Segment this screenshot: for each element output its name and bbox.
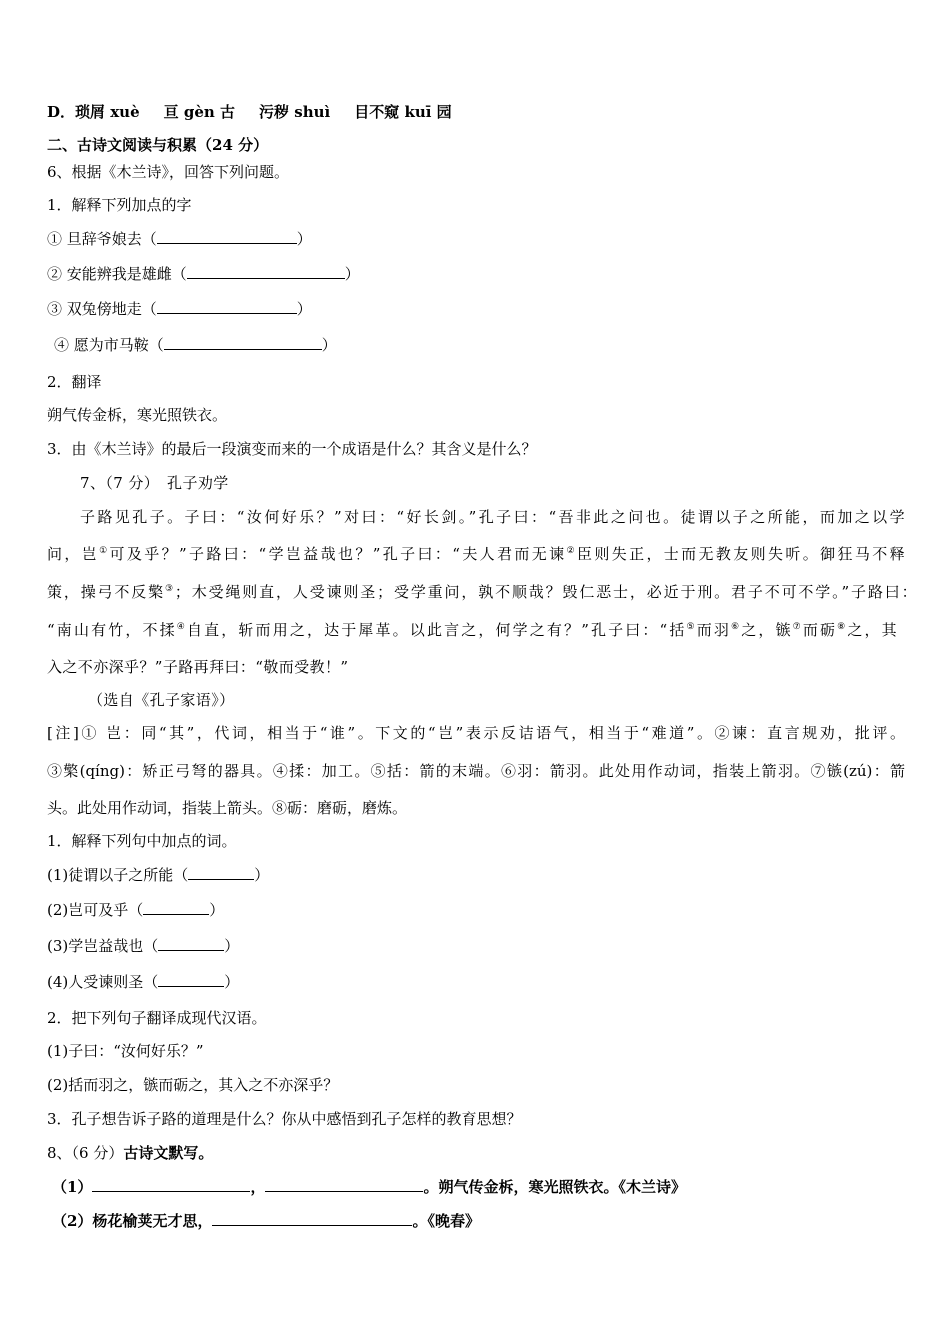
option-word: 目不窥 kuī 园 <box>354 103 452 121</box>
q7-sub2: 2．把下列句子翻译成现代汉语。 <box>47 1009 267 1027</box>
q8-heading: 8、（6 分）古诗文默写。 <box>47 1144 214 1162</box>
option-word: 污秽 shuì <box>259 103 331 121</box>
annotation-line: [注]① 岂：同“其”，代词，相当于“谁”。下文的“岂”表示反诘语气，相当于“难道”。②谏：直言规劝，批评。 <box>47 724 905 742</box>
q6-stem: 6、根据《木兰诗》，回答下列问题。 <box>47 163 290 181</box>
option-word: 亘 gèn 古 <box>163 103 236 121</box>
q6-item: ④ 愿为市马鞍（ ） <box>54 336 337 354</box>
q7-sub3: 3．孔子想告诉子路的道理是什么？你从中感悟到孔子怎样的教育思想？ <box>47 1110 522 1128</box>
q6-item: ① 旦辞爷娘去（ ） <box>47 230 312 248</box>
answer-blank[interactable] <box>158 972 224 987</box>
option-word: 琐屑 xuè <box>75 103 140 121</box>
option-label: D． <box>47 103 76 121</box>
q6-sub2: 2．翻译 <box>47 373 102 391</box>
answer-blank[interactable] <box>164 335 322 350</box>
answer-blank[interactable] <box>158 936 224 951</box>
q6-item: ② 安能辨我是雄雌（ ） <box>47 265 360 283</box>
section-title: 二、古诗文阅读与积累（24 分） <box>47 136 269 154</box>
answer-blank[interactable] <box>143 900 209 915</box>
annotation-line: ③檠(qíng)：矫正弓弩的器具。④揉：加工。⑤括：箭的末端。⑥羽：箭羽。此处用作动词，指装上箭羽。⑦镞(zú)：箭 <box>47 762 905 780</box>
q7-translate-item: (2)括而羽之，镞而砺之，其入之不亦深乎？ <box>47 1076 339 1094</box>
answer-blank[interactable] <box>92 1177 250 1192</box>
answer-blank[interactable] <box>212 1211 412 1226</box>
q6-item: ③ 双兔傍地走（ ） <box>47 300 312 318</box>
annotation-line: 头。此处用作动词，指装上箭头。⑧砺：磨砺，磨炼。 <box>47 799 408 817</box>
passage-line: 子路见孔子。子曰：“汝何好乐？”对曰：“好长剑。”孔子曰：“吾非此之问也。徒谓以子之所能，而加之以学 <box>80 508 905 526</box>
q8-line-1: （1） ， 。朔气传金柝，寒光照铁衣。《木兰诗》 <box>52 1178 686 1196</box>
passage-line: 入之不亦深乎？”子路再拜曰：“敬而受教！” <box>47 658 349 676</box>
q6-sub1: 1．解释下列加点的字 <box>47 196 192 214</box>
q7-item: (4)人受谏则圣（ ） <box>47 973 240 991</box>
answer-blank[interactable] <box>157 299 297 314</box>
answer-blank[interactable] <box>187 264 345 279</box>
passage-line: 问，岂①可及乎？”子路曰：“学岂益哉也？”孔子曰：“夫人君而无谏②臣则失正，士而无教友则失听。御狂马不释 <box>47 545 905 563</box>
q7-translate-item: (1)子曰：“汝何好乐？” <box>47 1042 204 1060</box>
option-d <box>47 102 452 122</box>
q7-item: (1)徒谓以子之所能（ ） <box>47 866 270 884</box>
passage-source: （选自《孔子家语》） <box>88 691 235 709</box>
answer-blank[interactable] <box>188 865 254 880</box>
q6-sub3: 3．由《木兰诗》的最后一段演变而来的一个成语是什么？其含义是什么？ <box>47 440 537 458</box>
q7-sub1: 1．解释下列句中加点的词。 <box>47 832 237 850</box>
q7-item: (3)学岂益哉也（ ） <box>47 937 240 955</box>
passage-line: 策，操弓不反檠③；木受绳则直，人受谏则圣；受学重问，孰不顺哉？毁仁恶士，必近于刑。君子不可不学。”子路曰： <box>47 583 917 601</box>
q6-sub2-sentence: 朔气传金柝，寒光照铁衣。 <box>47 406 228 424</box>
answer-blank[interactable] <box>157 229 297 244</box>
q7-heading: 7、（7 分） 孔子劝学 <box>80 474 229 492</box>
q8-line-2: （2）杨花榆荚无才思， 。《晚春》 <box>52 1212 480 1230</box>
q7-item: (2)岂可及乎（ ） <box>47 901 225 919</box>
passage-line: “南山有竹，不揉④自直，斩而用之，达于犀革。以此言之，何学之有？”孔子曰：“括⑤而羽⑥之，镞⑦而砺⑧之，其 <box>47 621 898 639</box>
answer-blank[interactable] <box>265 1177 423 1192</box>
